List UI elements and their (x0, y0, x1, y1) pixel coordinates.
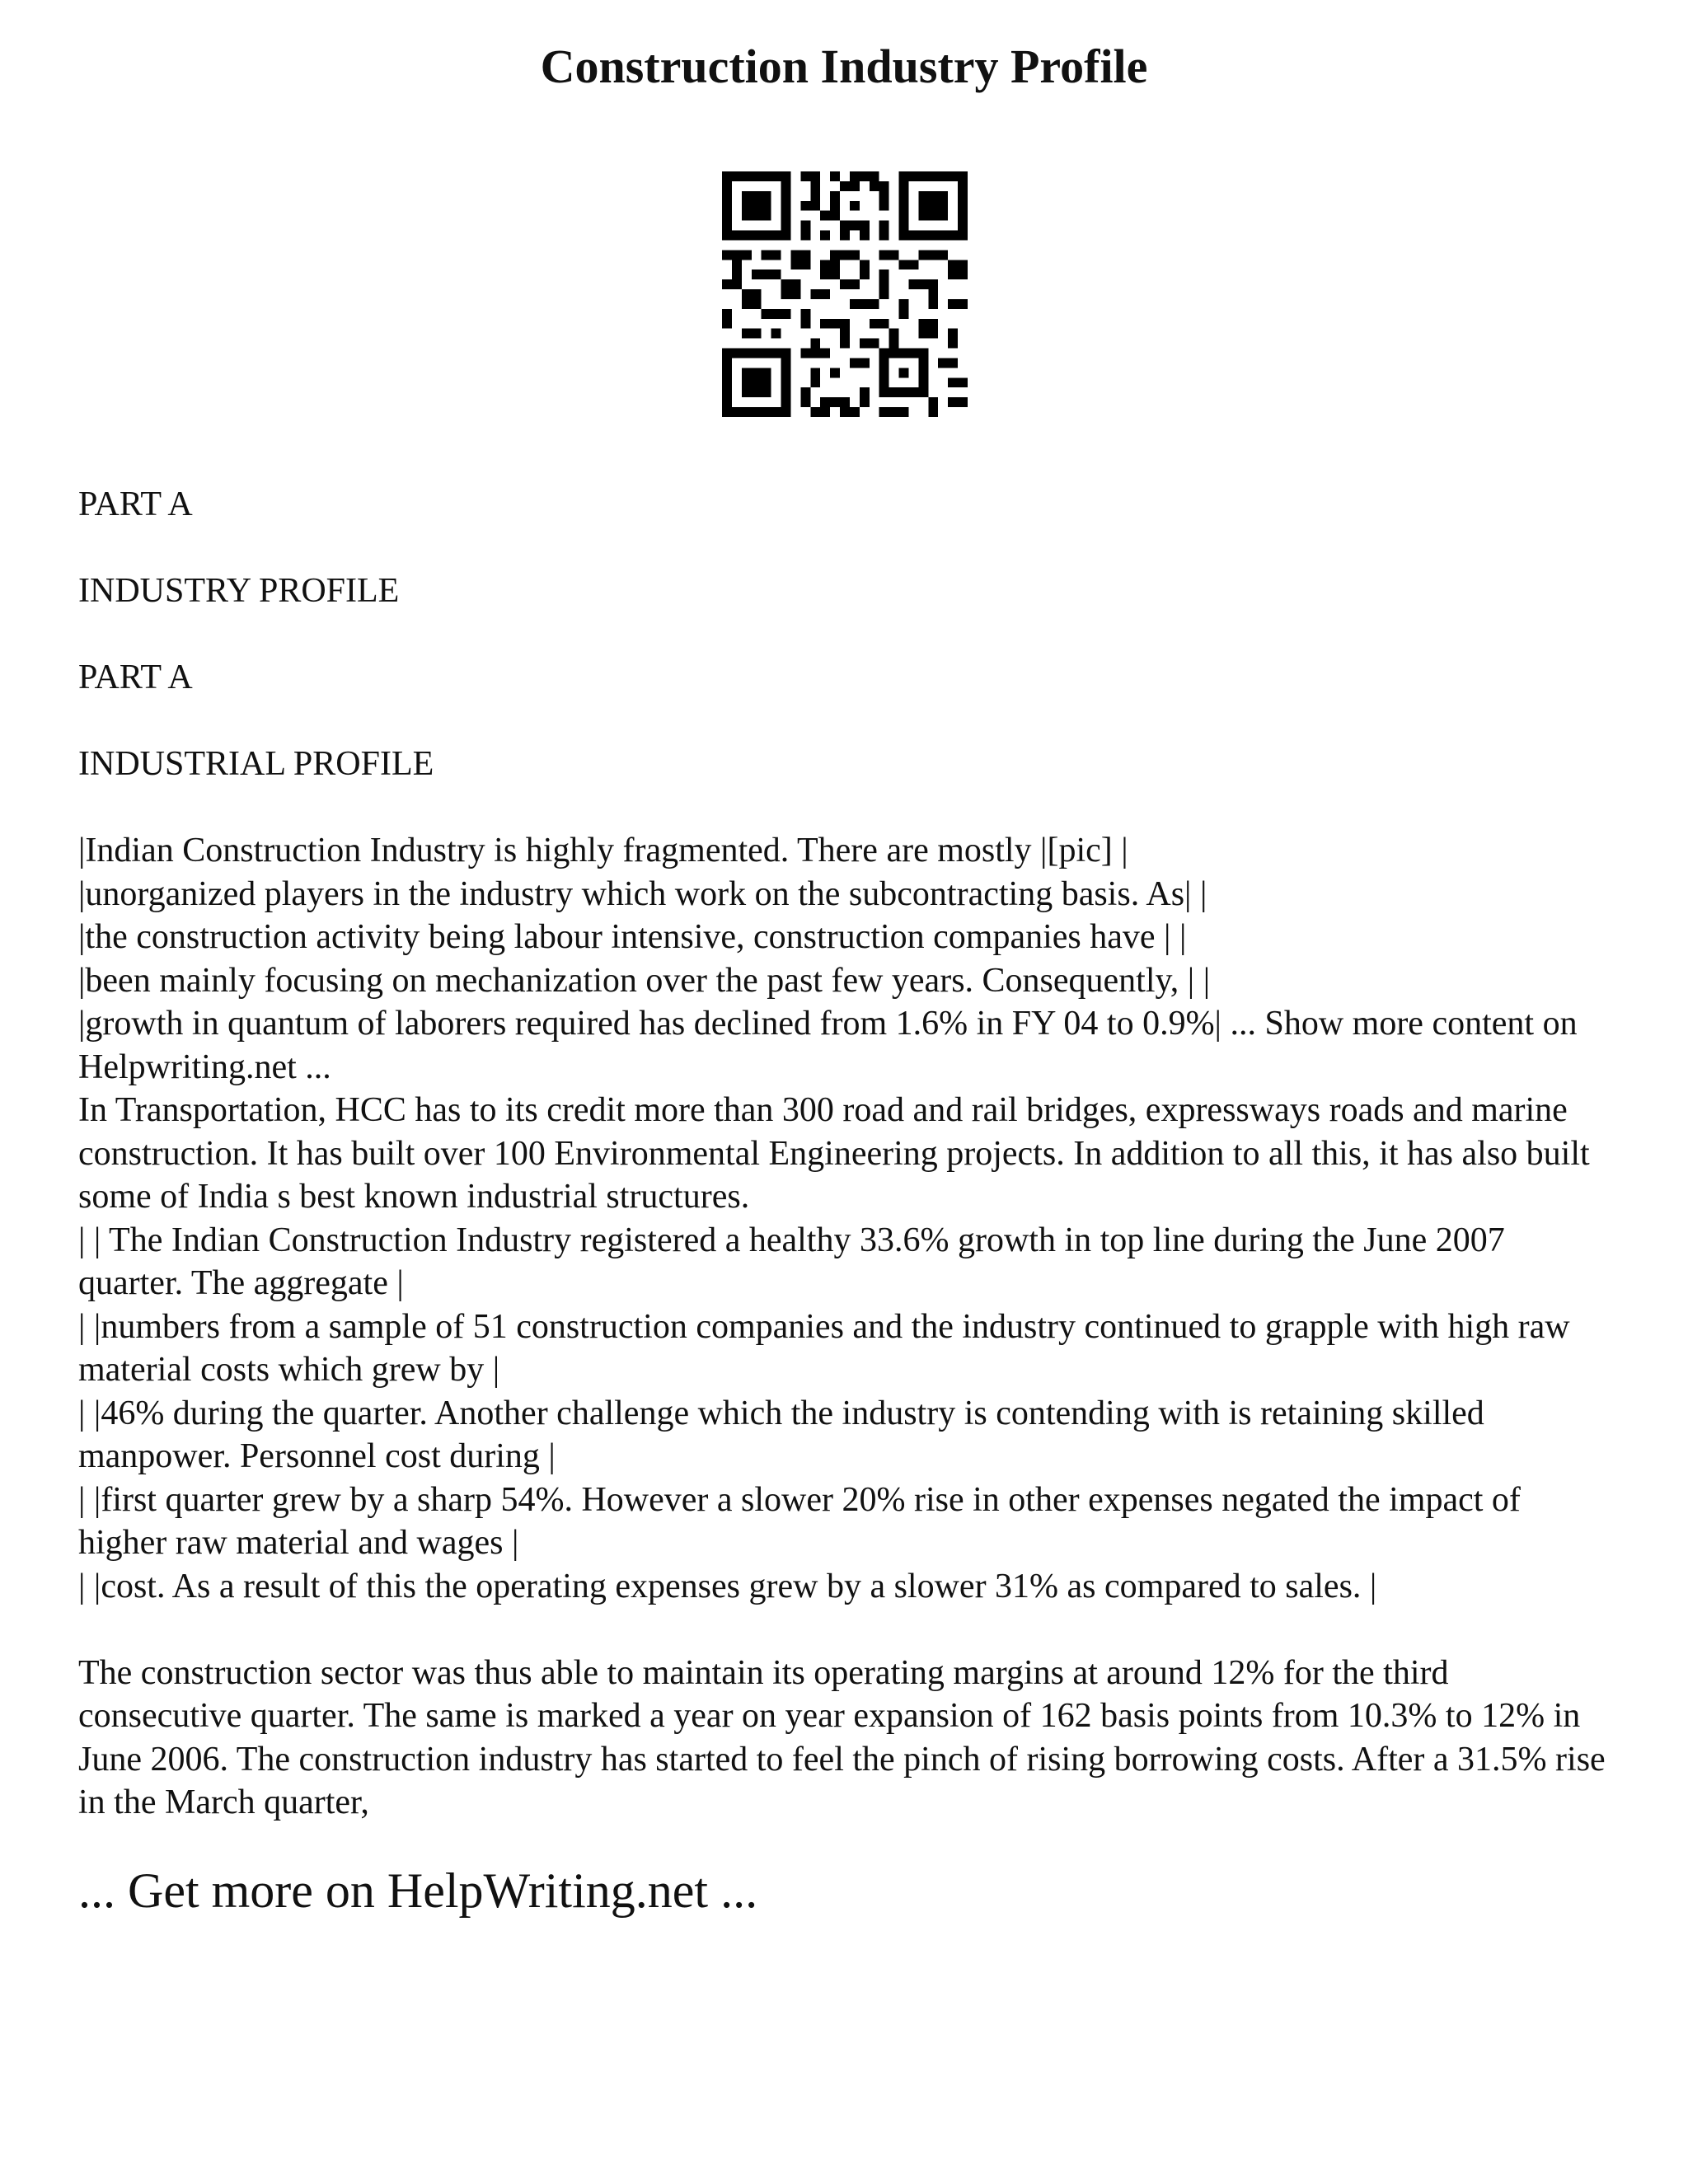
get-more-link[interactable]: ... Get more on HelpWriting.net ... (78, 1863, 758, 1918)
section-heading: INDUSTRIAL PROFILE (78, 745, 434, 783)
body-line: | |cost. As a result of this the operating expenses grew by a slower 31% as compared to sales. | (78, 1567, 1377, 1605)
body-line: |unorganized players in the industry which work on the subcontracting basis. As| | (78, 874, 1207, 913)
body-line: |the construction activity being labour intensive, construction companies have | | (78, 918, 1187, 956)
section-heading: PART A (78, 485, 193, 523)
body-line: | |first quarter grew by a sharp 54%. However a slower 20% rise in other expenses negated the impact of higher raw material and wages | (78, 1480, 1521, 1562)
section-heading: INDUSTRY PROFILE (78, 572, 400, 610)
body-line: |Indian Construction Industry is highly fragmented. There are mostly |[pic] | (78, 832, 1128, 869)
body-line: |been mainly focusing on mechanization over the past few years. Consequently, | | (78, 961, 1211, 1000)
body-line: In Transportation, HCC has to its credit more than 300 road and rail bridges, expressways roads and marine construction. It has built over 100 Environmental Engineering projects. In addition to all this, it has also built some of India s best known industrial structures. (78, 1091, 1590, 1216)
body-line: |growth in quantum of laborers required has declined from 1.6% in FY 04 to 0.9%| ... Show more content on Helpwriting.net ... (78, 1005, 1578, 1086)
qr-code-icon (722, 171, 968, 417)
body-line: | | The Indian Construction Industry registered a healthy 33.6% growth in top line during the June 2007 quarter. The aggregate | (78, 1221, 1505, 1302)
page-title: Construction Industry Profile (540, 40, 1148, 93)
body-line: | |46% during the quarter. Another challenge which the industry is contending with is retaining skilled manpower. Personnel cost during | (78, 1394, 1484, 1475)
body-line: | |numbers from a sample of 51 construction companies and the industry continued to grapple with high raw material costs which grew by | (78, 1307, 1570, 1389)
section-heading: PART A (78, 658, 193, 696)
final-paragraph: The construction sector was thus able to maintain its operating margins at around 12% for the third consecutive quarter. The same is marked a year on year expansion of 162 basis points from 10.3% to 12% in June 2006. The construction industry has started to feel the pinch of rising borrowing costs. After a 31.5% rise in the March quarter, (78, 1653, 1606, 1821)
document-body (78, 483, 1611, 1825)
